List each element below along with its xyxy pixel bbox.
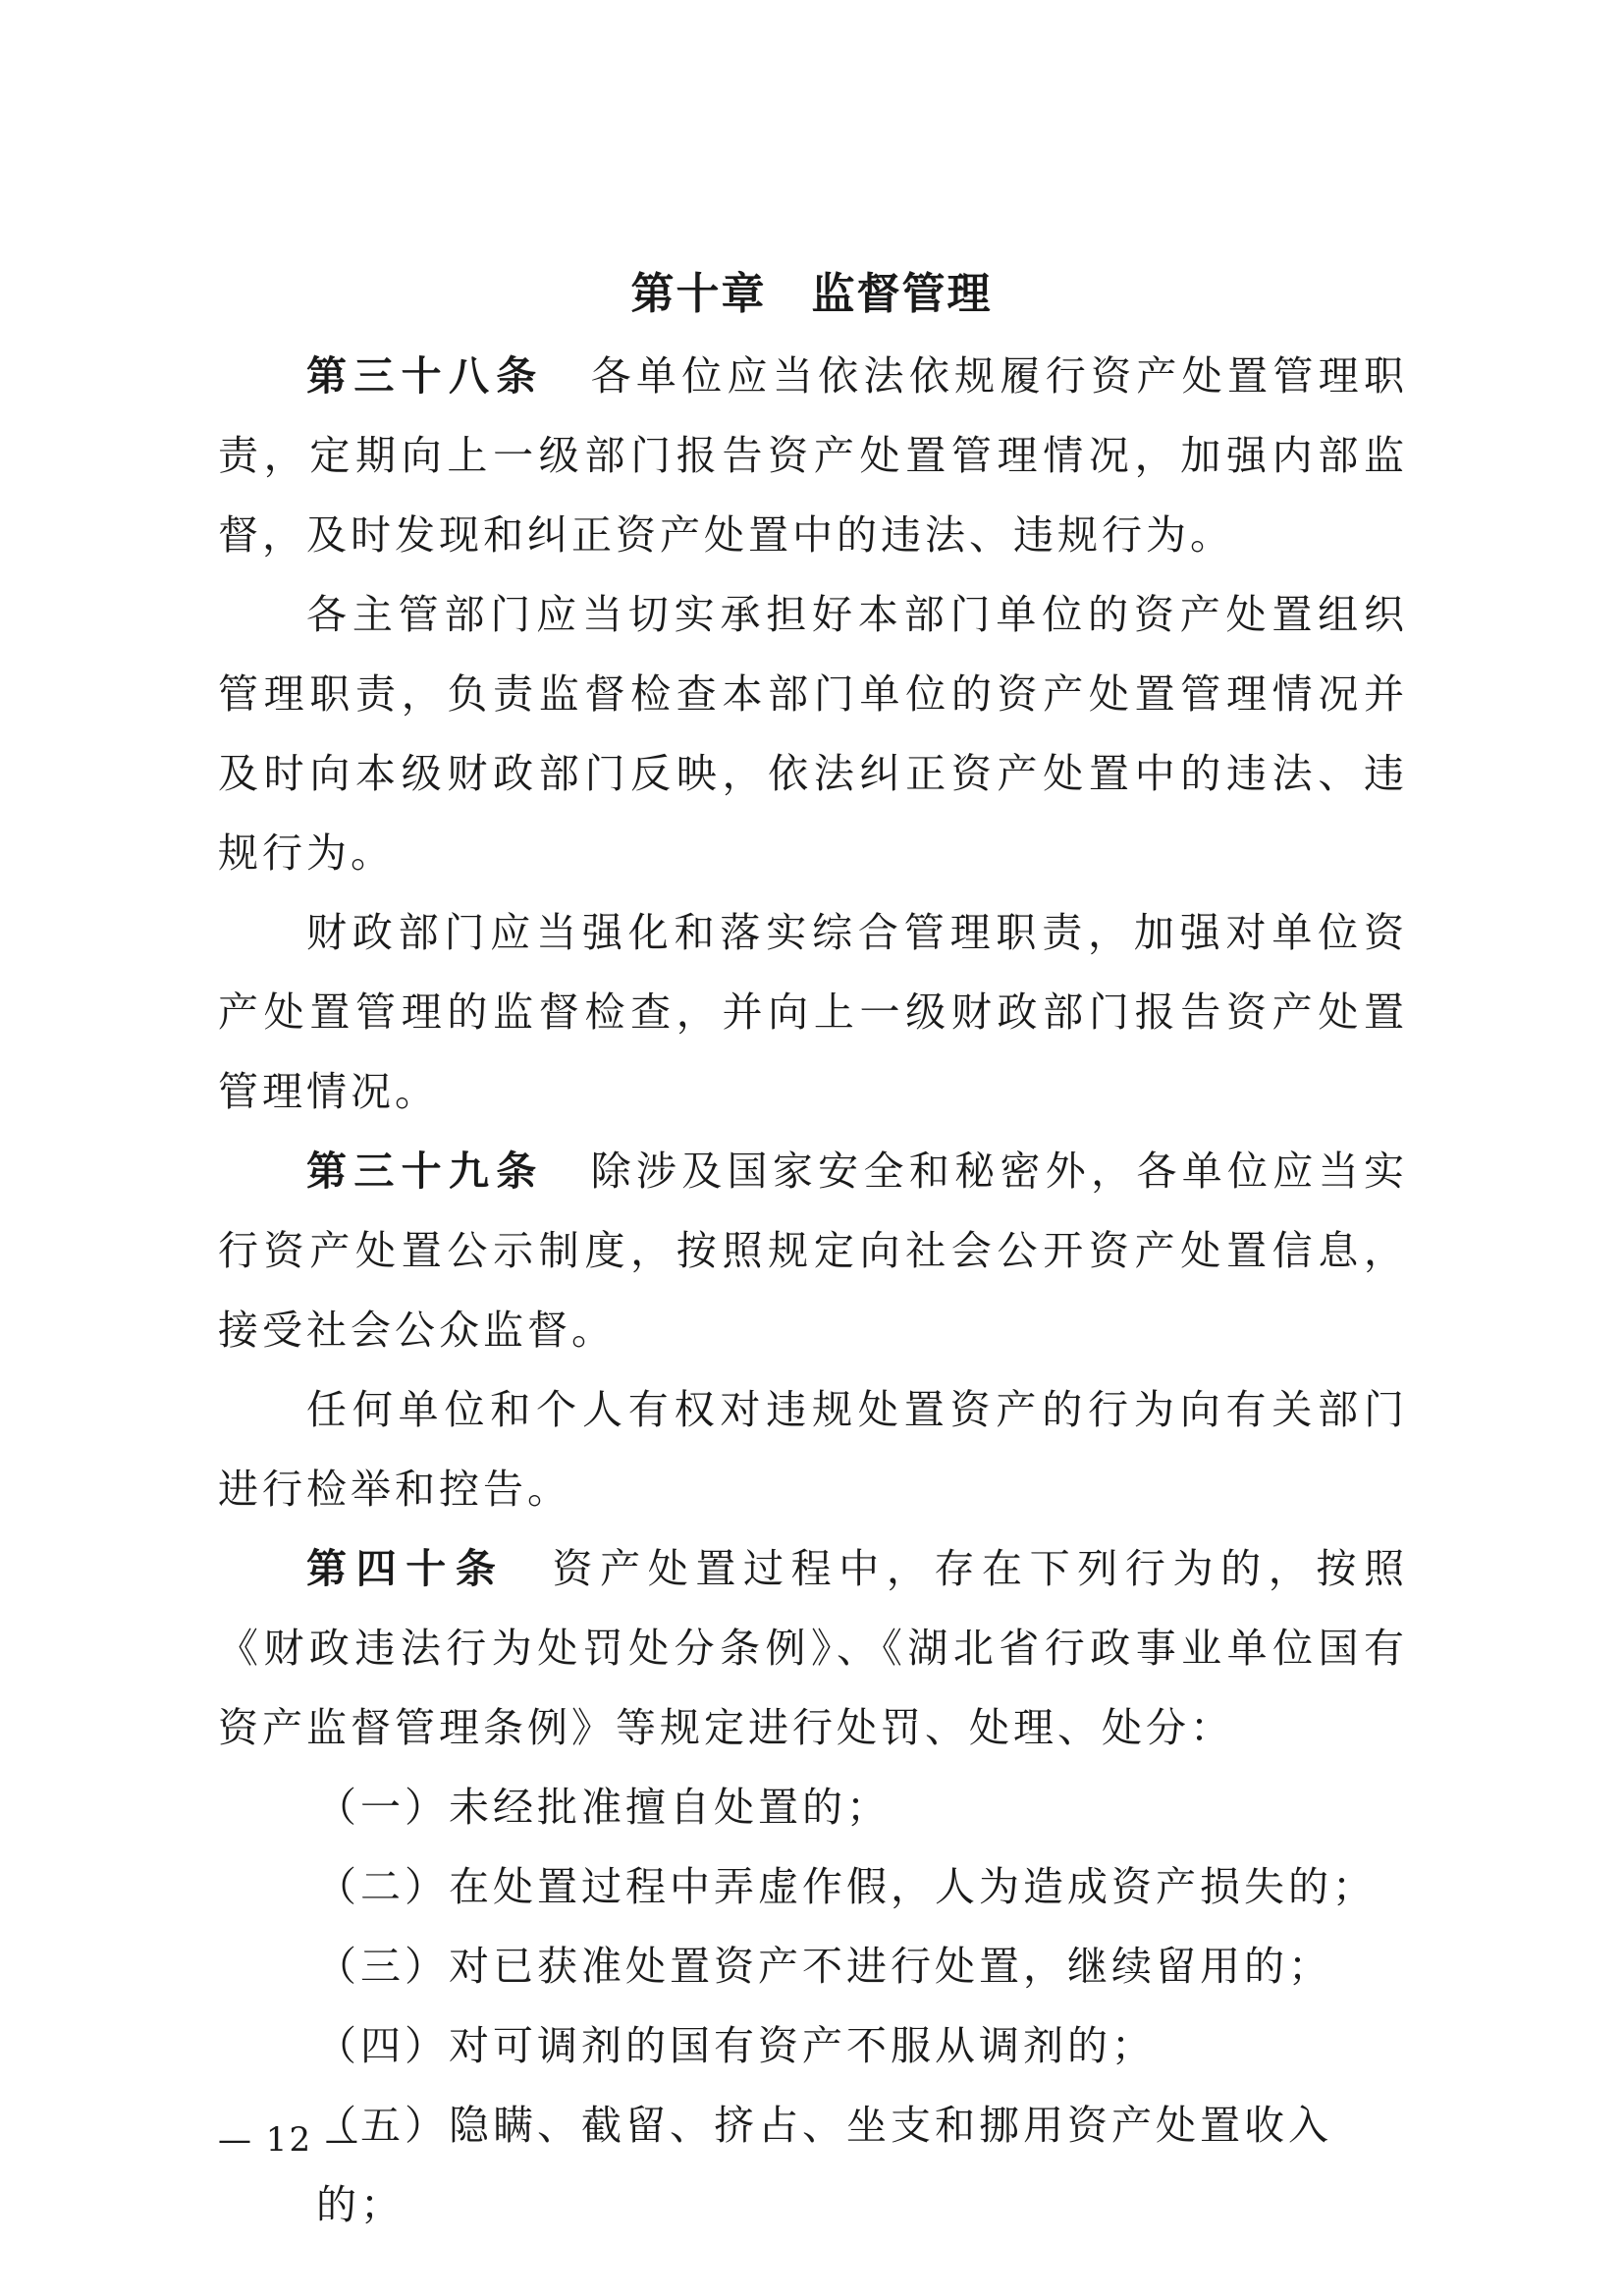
document-body	[218, 337, 1408, 2245]
article-38-paragraph-1	[218, 337, 1408, 575]
article-39-paragraph-1	[218, 1132, 1408, 1370]
article-38-paragraph-2: 各主管部门应当切实承担好本部门单位的资产处置组织管理职责，负责监督检查本部门单位的资产处置管理情况并及时向本级财政部门反映，依法纠正资产处置中的违法、违规行为。	[218, 591, 1408, 877]
article-40-item-4: （四）对可调剂的国有资产不服从调剂的；	[316, 2022, 1156, 2069]
article-40-text-1: 资产处置过程中，存在下列行为的，按照《财政违法行为处罚处分条例》、《湖北省行政事业单位国有资产监督管理条例》等规定进行处罚、处理、处分：	[218, 1545, 1409, 1751]
article-38-text-1: 各单位应当依法依规履行资产处置管理职责，定期向上一级部门报告资产处置管理情况，加强内部监督，及时发现和纠正资产处置中的违法、违规行为。	[218, 352, 1409, 559]
article-39-text-1: 除涉及国家安全和秘密外，各单位应当实行资产处置公示制度，按照规定向社会公开资产处置信息，接受社会公众监督。	[218, 1148, 1409, 1354]
article-40-paragraph-1	[218, 1529, 1408, 1768]
article-40-label: 第四十条	[306, 1545, 506, 1592]
page-number: — 12 —	[218, 2120, 360, 2160]
article-40-item-5: （五）隐瞒、截留、挤占、坐支和挪用资产处置收入的；	[316, 2102, 1332, 2228]
article-40-item-1: （一）未经批准擅自处置的；	[316, 1784, 891, 1831]
article-39-label: 第三十九条	[306, 1148, 544, 1195]
article-38-label: 第三十八条	[306, 352, 544, 400]
chapter-title: 第十章 监督管理	[630, 269, 993, 319]
article-39-paragraph-2: 任何单位和个人有权对违规处置资产的行为向有关部门进行检举和控告。	[218, 1386, 1408, 1513]
article-40-item-3: （三）对已获准处置资产不进行处置，继续留用的；	[316, 1943, 1332, 1990]
article-38-paragraph-3: 财政部门应当强化和落实综合管理职责，加强对单位资产处置管理的监督检查，并向上一级财政部门报告资产处置管理情况。	[218, 909, 1408, 1115]
article-40-item-2: （二）在处置过程中弄虚作假，人为造成资产损失的；	[316, 1863, 1377, 1910]
